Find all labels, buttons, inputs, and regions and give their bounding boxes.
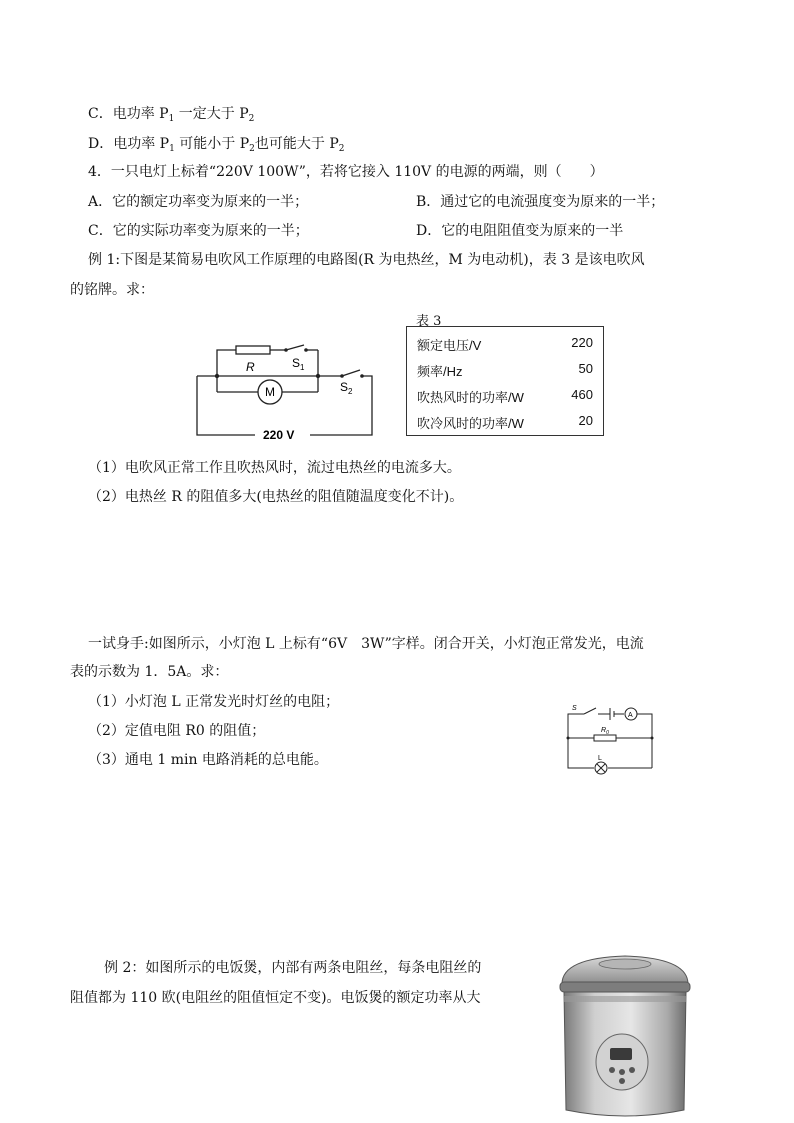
example-2-line-2: 阻值都为 110 欧(电阻丝的阻值恒定不变)。电饭煲的额定功率从大: [70, 990, 481, 1006]
control-button: [619, 1069, 625, 1075]
label-r0: $R_0$: [601, 727, 609, 736]
label-s2: $S_2$: [340, 380, 353, 396]
try-it-question-2: （2）定值电阻 R0 的阻值；: [88, 723, 266, 739]
resistor-r0: [594, 735, 616, 741]
q4-option-a: A．它的额定功率变为原来的一半；: [88, 194, 309, 210]
example-1-line-1: 例 1:下图是某简易电吹风工作原理的电路图(R 为电热丝，M 为电动机)，表 3 是该电吹风: [88, 252, 645, 268]
lamp-circuit-diagram: [560, 702, 660, 780]
table-row: 吹冷风时的功率/W 20: [417, 413, 593, 431]
hair-dryer-circuit-diagram: [190, 336, 380, 448]
table-row: 吹热风时的功率/W 460: [417, 387, 593, 405]
control-button: [619, 1078, 625, 1084]
option-c: C．电功率 $P_1$ 一定大于 $P_2$: [88, 106, 255, 124]
label-lamp: L: [598, 755, 602, 762]
example-2-line-1: 例 2：如图所示的电饭煲，内部有两条电阻丝，每条电阻丝的: [104, 960, 482, 976]
switch-s2: [342, 370, 360, 376]
q4-option-c: C．它的实际功率变为原来的一半；: [88, 223, 309, 239]
control-button: [609, 1067, 615, 1073]
display-screen: [610, 1048, 632, 1060]
label-voltage: 220 V: [263, 428, 295, 442]
label-r: R: [246, 360, 255, 374]
question-4: 4．一只电灯上标着“220V 100W”，若将它接入 110V 的电源的两端，则（ ）: [88, 164, 604, 180]
label-s: S: [572, 705, 577, 712]
lid-handle: [599, 959, 651, 969]
table-row: 频率/Hz 50: [417, 361, 593, 379]
switch-s: [584, 708, 596, 714]
heater-resistor-r: [236, 346, 270, 354]
label-ammeter: A: [628, 712, 633, 719]
q4-option-d: D．它的电阻阻值变为原来的一半: [416, 223, 624, 239]
control-button: [629, 1067, 635, 1073]
try-it-question-3: （3）通电 1 min 电路消耗的总电能。: [88, 752, 328, 768]
label-s1: $S_1$: [292, 356, 305, 372]
example-1-question-2: （2）电热丝 R 的阻值多大(电热丝的阻值随温度变化不计)。: [88, 489, 464, 505]
label-motor: M: [265, 385, 275, 399]
option-d: D．电功率 $P_1$ 可能小于 $P_2$也可能大于 $P_2$: [88, 136, 345, 154]
q4-option-b: B．通过它的电流强度变为原来的一半；: [416, 194, 665, 210]
table-3: [406, 326, 604, 436]
rice-cooker-image: [550, 950, 700, 1123]
example-1-question-1: （1）电吹风正常工作且吹热风时，流过电热丝的电流多大。: [88, 460, 461, 476]
table-row: 额定电压/V 220: [417, 335, 593, 353]
try-it-question-1: （1）小灯泡 L 正常发光时灯丝的电阻；: [88, 694, 340, 710]
try-it-line-1: 一试身手:如图所示，小灯泡 L 上标有“6V 3W”字样。闭合开关，小灯泡正常发光，电流: [88, 636, 644, 652]
try-it-line-2: 表的示数为 1．5A。求：: [70, 664, 229, 680]
switch-s1: [286, 345, 304, 350]
example-1-line-2: 的铭牌。求：: [70, 282, 154, 298]
table-3-title: 表 3: [416, 314, 442, 329]
